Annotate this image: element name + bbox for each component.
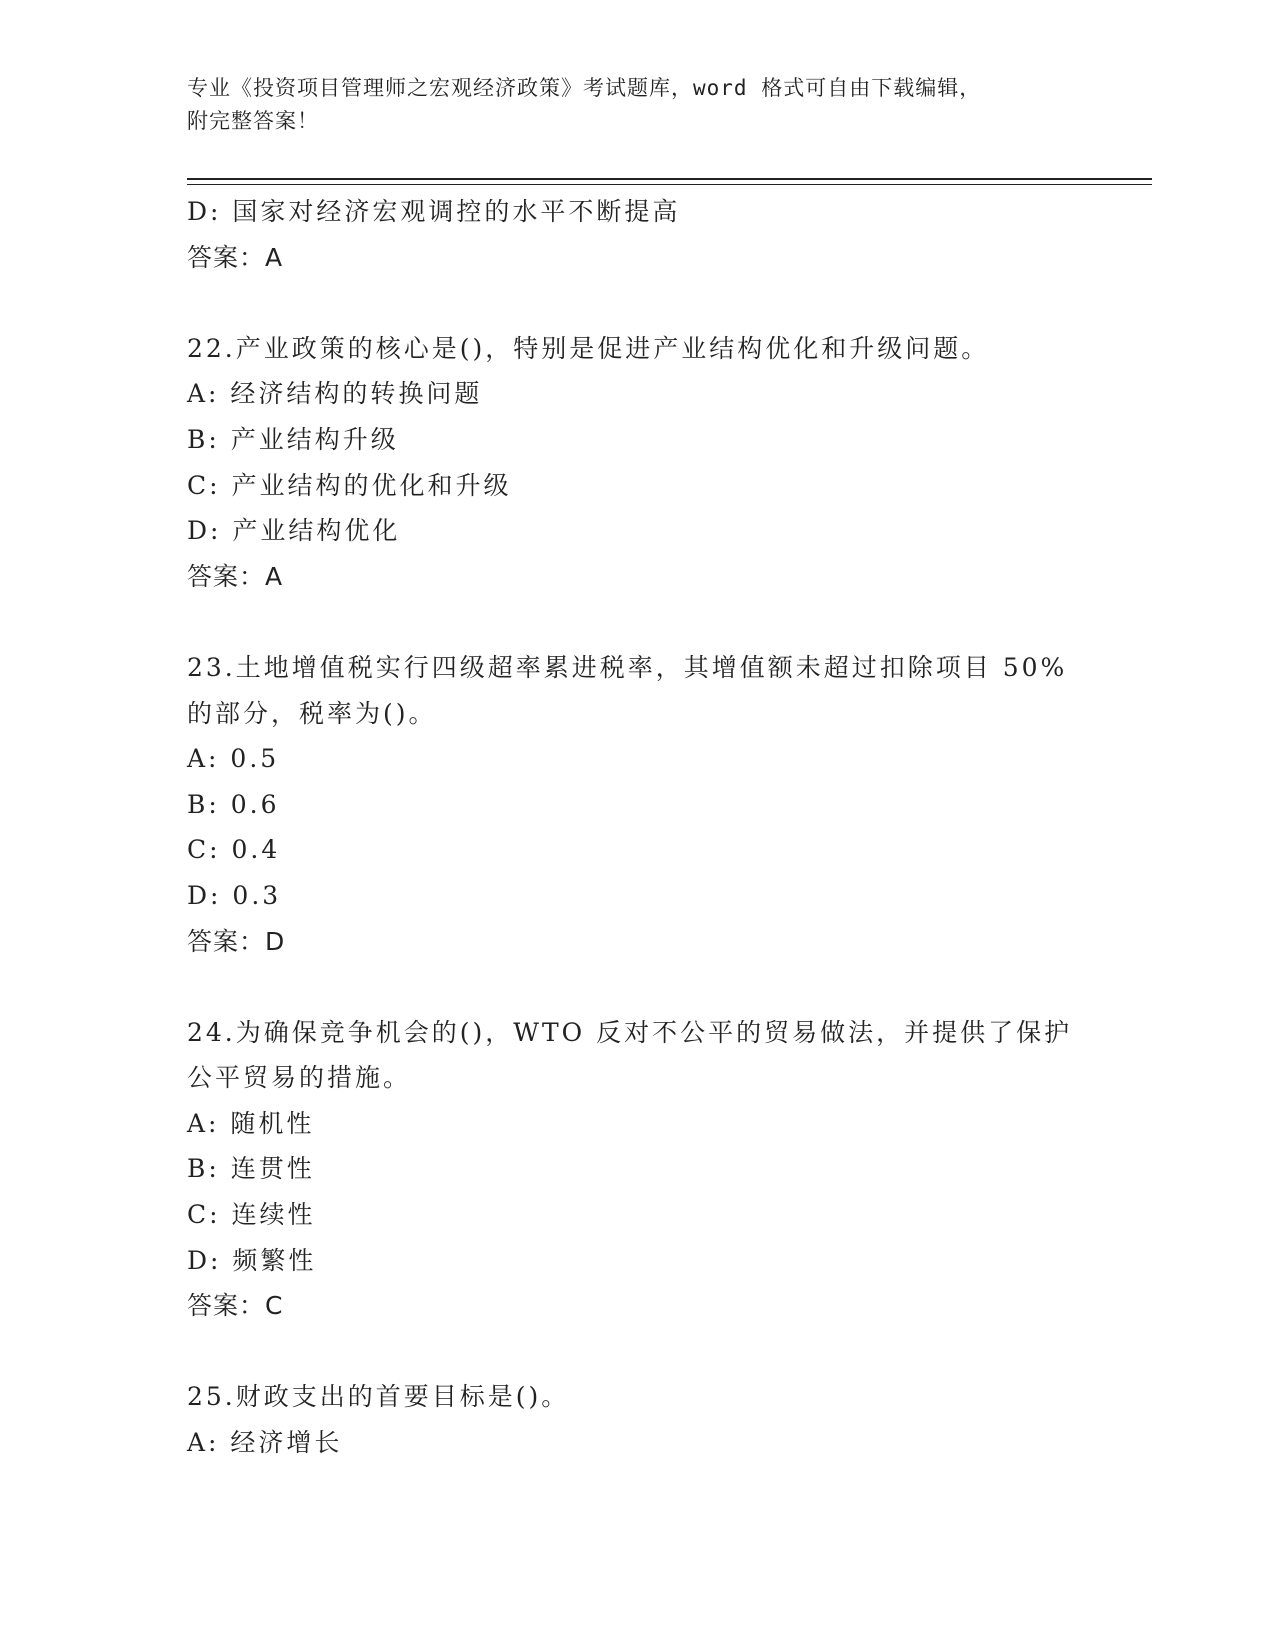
option-line: C: 0.4 <box>187 835 281 865</box>
answer-line: 答案：A <box>187 242 284 272</box>
option-line: A: 随机性 <box>187 1108 315 1138</box>
option-line: C: 连续性 <box>187 1200 316 1230</box>
option-line: D: 频繁性 <box>187 1245 317 1275</box>
question-text: 25.财政支出的首要目标是()。 <box>187 1382 570 1412</box>
option-line: D: 产业结构优化 <box>187 516 401 546</box>
question-text: 24.为确保竞争机会的()，WTO 反对不公平的贸易做法，并提供了保护 <box>187 1017 1073 1047</box>
header-line-2: 附完整答案！ <box>187 109 319 133</box>
answer-line: 答案：A <box>187 561 284 591</box>
option-line: D: 0.3 <box>187 880 282 910</box>
option-line: A: 经济增长 <box>187 1428 343 1458</box>
spacer <box>187 964 1087 1010</box>
option-line: B: 产业结构升级 <box>187 424 399 454</box>
spacer <box>187 1329 1087 1375</box>
question-text: 的部分，税率为()。 <box>187 698 437 728</box>
option-line: D: 国家对经济宏观调控的水平不断提高 <box>187 197 681 226</box>
answer-line: 答案：C <box>187 1291 284 1321</box>
option-line: A: 经济结构的转换问题 <box>187 379 483 409</box>
option-line: B: 连贯性 <box>187 1154 315 1184</box>
spacer <box>187 280 1087 326</box>
question-text: 公平贸易的措施。 <box>187 1063 412 1093</box>
question-list <box>187 189 1087 1466</box>
spacer <box>187 599 1087 645</box>
option-line: B: 0.6 <box>187 789 280 819</box>
question-text: 23.土地增值税实行四级超率累进税率，其增值额未超过扣除项目 50% <box>187 652 1068 682</box>
header-rule-thin <box>187 184 1152 185</box>
document-header <box>187 72 1087 138</box>
option-line: C: 产业结构的优化和升级 <box>187 470 512 500</box>
option-line: A: 0.5 <box>187 744 280 774</box>
question-text: 22.产业政策的核心是()，特别是促进产业结构优化和升级问题。 <box>187 333 990 363</box>
answer-line: 答案：D <box>187 926 286 956</box>
header-rule-thick <box>187 178 1152 180</box>
header-line-1: 专业《投资项目管理师之宏观经济政策》考试题库，word 格式可自由下载编辑， <box>187 76 982 100</box>
